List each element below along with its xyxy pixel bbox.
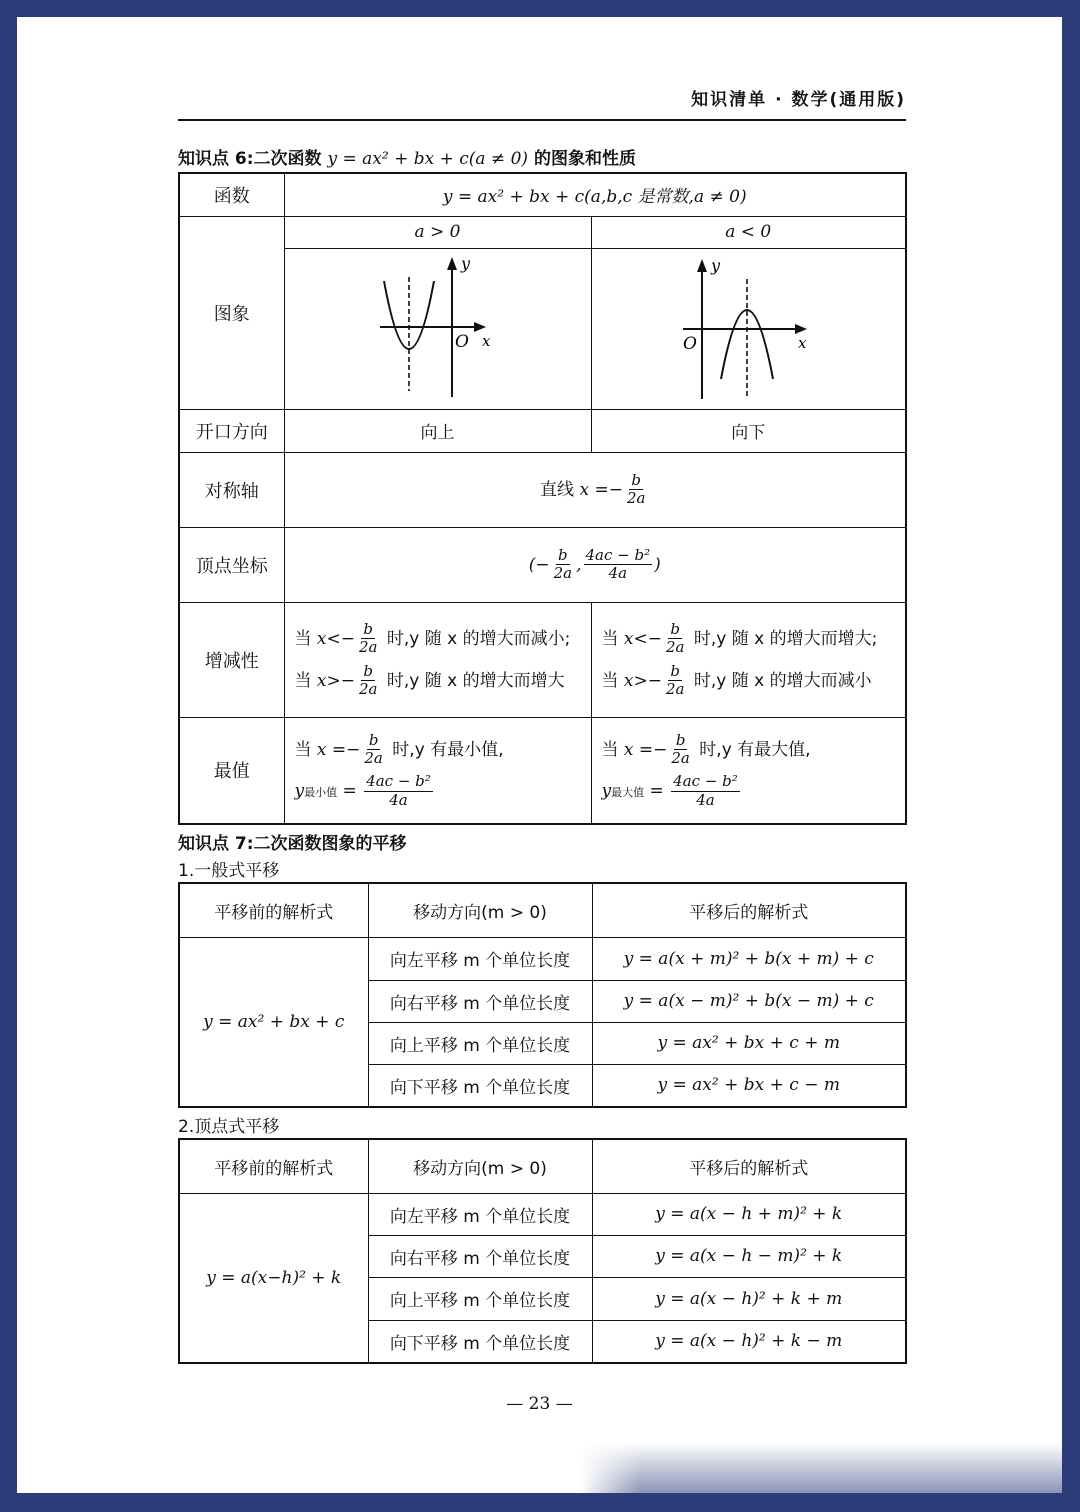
vertex-open: (− bbox=[528, 554, 550, 575]
inequality: x>− bbox=[623, 670, 662, 691]
graph-cell-negative bbox=[591, 248, 906, 409]
result-cell: y = a(x − m)² + b(x − m) + c bbox=[592, 980, 906, 1022]
fraction bbox=[364, 773, 433, 809]
vertex-form-subtitle: 2.顶点式平移 bbox=[178, 1117, 280, 1137]
fraction bbox=[671, 773, 740, 809]
extreme-condition bbox=[295, 732, 591, 768]
section-6-title-formula: y = ax² + bx + c(a ≠ 0) bbox=[327, 149, 529, 169]
row-extreme-value bbox=[179, 717, 906, 824]
header-rule bbox=[178, 119, 906, 121]
result-cell: y = a(x − h + m)² + k bbox=[592, 1193, 906, 1235]
row-label: 函数 bbox=[179, 173, 284, 216]
subscript: 最小值 bbox=[304, 786, 338, 799]
x-axis-arrow-icon bbox=[474, 322, 486, 332]
fraction-denominator: 2a bbox=[665, 679, 685, 698]
inequality: x<− bbox=[316, 628, 355, 649]
extreme-condition bbox=[602, 732, 906, 768]
row-graph-headers bbox=[179, 216, 906, 248]
fraction-denominator: 2a bbox=[358, 638, 378, 657]
extreme-positive bbox=[284, 717, 591, 824]
text: 当 bbox=[294, 670, 317, 691]
direction-cell: 向左平移 m 个单位长度 bbox=[368, 1193, 592, 1235]
direction-cell: 向上平移 m 个单位长度 bbox=[368, 1277, 592, 1320]
fraction-numerator: b bbox=[631, 470, 641, 489]
fraction-numerator: b bbox=[675, 730, 686, 749]
text: 时,y 随 x 的增大而增大; bbox=[688, 628, 878, 649]
row-vertex bbox=[179, 527, 906, 602]
header-row bbox=[179, 883, 906, 937]
row-symmetry-axis bbox=[179, 452, 906, 527]
monotonic-line bbox=[295, 663, 591, 699]
row-function bbox=[179, 173, 906, 216]
origin-label: O bbox=[683, 333, 698, 354]
y-variable: y bbox=[294, 781, 305, 801]
axis-prefix: 直线 bbox=[540, 479, 580, 500]
upward-parabola-graph bbox=[368, 249, 508, 404]
column-header: 移动方向(m > 0) bbox=[368, 1139, 592, 1193]
direction-cell: 向上平移 m 个单位长度 bbox=[368, 1022, 592, 1064]
column-header: 平移后的解析式 bbox=[592, 1139, 906, 1193]
extreme-formula bbox=[295, 773, 591, 809]
extreme-negative bbox=[591, 717, 906, 824]
row-label: 增减性 bbox=[179, 602, 284, 717]
text: 时,y 有最小值, bbox=[386, 739, 504, 760]
vertex-value bbox=[284, 527, 906, 602]
parabola-curve bbox=[384, 281, 434, 349]
equation: x =− bbox=[316, 739, 361, 760]
column-header: 移动方向(m > 0) bbox=[368, 883, 592, 937]
symmetry-axis-value bbox=[284, 452, 906, 527]
equals: = bbox=[337, 781, 363, 801]
monotonic-positive bbox=[284, 602, 591, 717]
fraction-numerator: b bbox=[670, 661, 681, 680]
fraction bbox=[357, 663, 380, 699]
opening-positive: 向上 bbox=[284, 409, 591, 452]
column-header: 平移后的解析式 bbox=[592, 883, 906, 937]
fraction-denominator: 2a bbox=[553, 564, 573, 582]
text: 当 bbox=[601, 739, 624, 760]
fraction-denominator: 2a bbox=[358, 679, 378, 698]
bottom-fade-decoration bbox=[580, 1443, 1062, 1493]
vertex-sep: , bbox=[576, 554, 582, 575]
monotonic-negative bbox=[591, 602, 906, 717]
fraction-denominator: 4a bbox=[608, 564, 628, 582]
x-axis-label: x bbox=[798, 333, 807, 352]
fraction-denominator: 4a bbox=[696, 790, 715, 809]
equals: = bbox=[644, 781, 670, 801]
opening-negative: 向下 bbox=[591, 409, 906, 452]
fraction-numerator: b bbox=[363, 661, 374, 680]
fraction-numerator: 4ac − b² bbox=[673, 772, 738, 791]
vertex-y-fraction bbox=[584, 547, 653, 583]
y-axis-arrow-icon bbox=[697, 259, 707, 272]
fraction-numerator: b bbox=[368, 730, 379, 749]
result-cell: y = ax² + bx + c + m bbox=[592, 1022, 906, 1064]
function-definition: y = ax² + bx + c(a,b,c 是常数,a ≠ 0) bbox=[284, 173, 906, 216]
equation: x =− bbox=[623, 739, 668, 760]
direction-cell: 向左平移 m 个单位长度 bbox=[368, 937, 592, 980]
fraction-denominator: 2a bbox=[665, 638, 685, 657]
y-variable: y bbox=[601, 781, 612, 801]
quadratic-properties-table bbox=[178, 172, 907, 825]
row-label: 对称轴 bbox=[179, 452, 284, 527]
running-header: 知识清单 · 数学(通用版) bbox=[691, 90, 906, 110]
fraction-numerator: 4ac − b² bbox=[366, 772, 431, 791]
origin-label: O bbox=[454, 331, 469, 352]
text: 时,y 随 x 的增大而增大 bbox=[381, 670, 565, 691]
fraction bbox=[357, 621, 380, 657]
direction-cell: 向下平移 m 个单位长度 bbox=[368, 1320, 592, 1363]
fraction-numerator: b bbox=[363, 620, 374, 638]
y-axis-arrow-icon bbox=[447, 257, 457, 270]
row-label: 图象 bbox=[179, 216, 284, 409]
vertex-close: ) bbox=[654, 554, 661, 575]
fraction bbox=[669, 732, 692, 768]
row-monotonicity bbox=[179, 602, 906, 717]
fraction-numerator: b bbox=[670, 620, 681, 638]
fraction-numerator: b bbox=[558, 545, 568, 564]
monotonic-line bbox=[602, 663, 906, 699]
text: 时,y 随 x 的增大而减小; bbox=[381, 628, 571, 649]
x-axis-arrow-icon bbox=[795, 324, 807, 334]
fraction-numerator: 4ac − b² bbox=[585, 545, 651, 564]
graph-header-positive: a > 0 bbox=[284, 216, 591, 248]
fraction bbox=[664, 621, 687, 657]
text: 时,y 有最大值, bbox=[693, 739, 811, 760]
vertex-x-fraction bbox=[552, 547, 575, 583]
monotonic-line bbox=[295, 621, 591, 657]
result-cell: y = a(x − h)² + k + m bbox=[592, 1277, 906, 1320]
column-header: 平移前的解析式 bbox=[179, 883, 368, 937]
graph-header-negative: a < 0 bbox=[591, 216, 906, 248]
text: 时,y 随 x 的增大而减小 bbox=[688, 670, 872, 691]
table-row bbox=[179, 937, 906, 980]
graph-cell-positive bbox=[284, 248, 591, 409]
page-number: — 23 — bbox=[506, 1394, 573, 1414]
fraction-denominator: 4a bbox=[389, 790, 408, 809]
row-label: 顶点坐标 bbox=[179, 527, 284, 602]
fraction bbox=[362, 732, 385, 768]
result-cell: y = a(x − h − m)² + k bbox=[592, 1235, 906, 1277]
y-axis-label: y bbox=[711, 255, 721, 275]
page bbox=[17, 17, 1062, 1493]
direction-cell: 向右平移 m 个单位长度 bbox=[368, 1235, 592, 1277]
column-header: 平移前的解析式 bbox=[179, 1139, 368, 1193]
fraction bbox=[664, 663, 687, 699]
result-cell: y = a(x − h)² + k − m bbox=[592, 1320, 906, 1363]
table-row bbox=[179, 1193, 906, 1235]
section-7-title: 知识点 7:二次函数图象的平移 bbox=[178, 834, 407, 854]
vertex-form-translation-table bbox=[178, 1138, 907, 1364]
inequality: x<− bbox=[623, 628, 662, 649]
y-axis-label: y bbox=[460, 253, 470, 273]
text: 当 bbox=[294, 739, 317, 760]
original-expression: y = a(x−h)² + k bbox=[179, 1193, 368, 1363]
general-form-subtitle: 1.一般式平移 bbox=[178, 861, 280, 881]
direction-cell: 向右平移 m 个单位长度 bbox=[368, 980, 592, 1022]
section-6-title-prefix: 知识点 6:二次函数 bbox=[178, 149, 328, 169]
direction-cell: 向下平移 m 个单位长度 bbox=[368, 1064, 592, 1107]
axis-fraction bbox=[625, 472, 648, 508]
row-opening bbox=[179, 409, 906, 452]
fraction-denominator: 2a bbox=[364, 749, 383, 767]
original-expression: y = ax² + bx + c bbox=[179, 937, 368, 1107]
subscript: 最大值 bbox=[611, 786, 645, 799]
general-form-translation-table bbox=[178, 882, 907, 1108]
fraction-denominator: 2a bbox=[671, 749, 690, 767]
result-cell: y = ax² + bx + c − m bbox=[592, 1064, 906, 1107]
inequality: x>− bbox=[316, 670, 355, 691]
monotonic-line bbox=[602, 621, 906, 657]
section-6-title-suffix: 的图象和性质 bbox=[528, 149, 636, 169]
downward-parabola-graph bbox=[673, 249, 823, 404]
row-label: 最值 bbox=[179, 717, 284, 824]
axis-lhs: x =− bbox=[579, 479, 623, 500]
result-cell: y = a(x + m)² + b(x + m) + c bbox=[592, 937, 906, 980]
header-row bbox=[179, 1139, 906, 1193]
text: 当 bbox=[601, 628, 624, 649]
extreme-formula bbox=[602, 773, 906, 809]
text: 当 bbox=[601, 670, 624, 691]
section-6-title bbox=[178, 144, 636, 169]
text: 当 bbox=[294, 628, 317, 649]
row-graphs bbox=[179, 248, 906, 409]
fraction-denominator: 2a bbox=[626, 489, 646, 507]
row-label: 开口方向 bbox=[179, 409, 284, 452]
x-axis-label: x bbox=[481, 331, 490, 350]
